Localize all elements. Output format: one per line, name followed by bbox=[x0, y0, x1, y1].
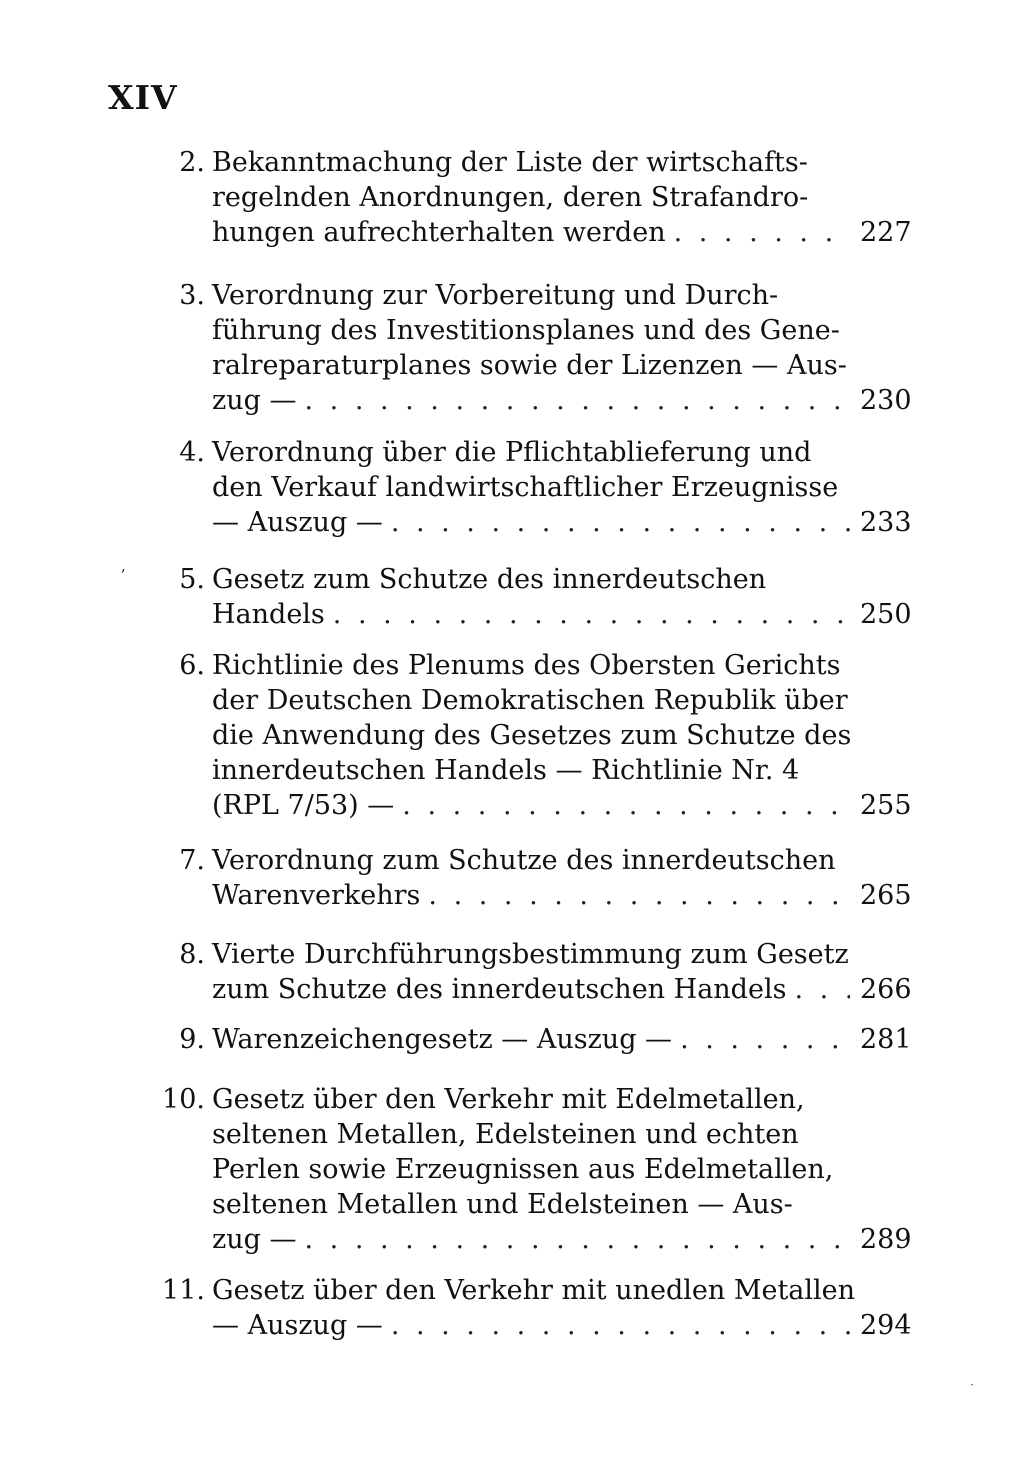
toc-entry-text: zum Schutze des innerdeutschen Handels bbox=[212, 974, 787, 1005]
toc-entry-text: hungen aufrechterhalten werden bbox=[212, 217, 666, 248]
toc-entry-final-line bbox=[150, 505, 910, 540]
toc-page-number: 294 bbox=[860, 1310, 912, 1341]
toc-entry-text: seltenen Metallen, Edelsteinen und echten bbox=[212, 1119, 799, 1150]
toc-entry[interactable] bbox=[150, 648, 910, 823]
toc-entry-text: Verordnung zur Vorbereitung und Durch- bbox=[212, 280, 779, 311]
toc-entry-number: 10. bbox=[162, 1084, 205, 1115]
toc-entry-line bbox=[150, 1187, 910, 1222]
toc-entry[interactable] bbox=[150, 1082, 910, 1257]
toc-entry-line bbox=[150, 683, 910, 718]
dot-leader bbox=[333, 597, 850, 632]
toc-entry-number: 3. bbox=[179, 280, 205, 311]
dot-leader bbox=[304, 383, 850, 418]
toc-entry-number: 4. bbox=[179, 437, 205, 468]
page-number: XIV bbox=[108, 78, 178, 117]
dot-leader bbox=[674, 215, 850, 250]
toc-entry[interactable] bbox=[150, 937, 910, 1007]
toc-entry-text: Verordnung zum Schutze des innerdeutschen bbox=[212, 845, 836, 876]
toc-entry-final-line bbox=[150, 383, 910, 418]
toc-entry-final-line bbox=[150, 1222, 910, 1257]
toc-entry-text: Bekanntmachung der Liste der wirtschafts- bbox=[212, 147, 808, 178]
toc-entry-number: 2. bbox=[179, 147, 205, 178]
toc-page-number: 227 bbox=[860, 217, 912, 248]
toc-entry-number: 5. bbox=[179, 564, 205, 595]
toc-entry-line bbox=[150, 435, 910, 470]
toc-entry-text: führung des Investitionsplanes und des Gene- bbox=[212, 315, 840, 346]
toc-page-number: 281 bbox=[860, 1024, 912, 1055]
toc-entry-text: Verordnung über die Pflichtablieferung und bbox=[212, 437, 812, 468]
toc-entry-final-line bbox=[150, 215, 910, 250]
toc-entry-text: Perlen sowie Erzeugnissen aus Edelmetallen, bbox=[212, 1154, 834, 1185]
toc-entry-text: Handels bbox=[212, 599, 325, 630]
toc-entry[interactable] bbox=[150, 562, 910, 632]
toc-entry-text: Warenverkehrs bbox=[212, 880, 421, 911]
dot-leader bbox=[304, 1222, 850, 1257]
toc-entry[interactable] bbox=[150, 1022, 910, 1057]
toc-entry-line bbox=[150, 648, 910, 683]
toc-entry-line bbox=[150, 843, 910, 878]
toc-entry-text: Gesetz über den Verkehr mit unedlen Metallen bbox=[212, 1275, 856, 1306]
toc-entry[interactable] bbox=[150, 843, 910, 913]
toc-page-number: 233 bbox=[860, 507, 912, 538]
toc-entry-text: — Auszug — bbox=[212, 507, 383, 538]
toc-entry-text: Warenzeichengesetz — Auszug — bbox=[212, 1024, 673, 1055]
toc-page-number: 266 bbox=[860, 974, 912, 1005]
toc-entry-text: zug — bbox=[212, 385, 297, 416]
toc-entry-text: seltenen Metallen und Edelsteinen — Aus- bbox=[212, 1189, 793, 1220]
toc-page-number: 230 bbox=[860, 385, 912, 416]
toc-entry-number: 8. bbox=[179, 939, 205, 970]
toc-entry[interactable] bbox=[150, 278, 910, 418]
toc-entry-text: der Deutschen Demokratischen Republik über bbox=[212, 685, 848, 716]
toc-entry-text: Gesetz über den Verkehr mit Edelmetallen, bbox=[212, 1084, 805, 1115]
toc-entry-final-line bbox=[150, 878, 910, 913]
toc-page-number: 289 bbox=[860, 1224, 912, 1255]
toc-entry-line bbox=[150, 753, 910, 788]
toc-entry-line bbox=[150, 1082, 910, 1117]
toc-entry-text: (RPL 7/53) — bbox=[212, 790, 395, 821]
dot-leader bbox=[794, 972, 850, 1007]
dot-leader bbox=[428, 878, 850, 913]
toc-entry-number: 11. bbox=[162, 1275, 205, 1306]
toc-entry[interactable] bbox=[150, 1273, 910, 1343]
toc-entry-line bbox=[150, 1273, 910, 1308]
toc-entry-final-line bbox=[150, 1022, 910, 1057]
dot-leader bbox=[402, 788, 850, 823]
toc-entry-line bbox=[150, 278, 910, 313]
toc-entry-number: 9. bbox=[179, 1024, 205, 1055]
toc-page-number: 255 bbox=[860, 790, 912, 821]
toc-entry-line bbox=[150, 180, 910, 215]
toc-entry-text: die Anwendung des Gesetzes zum Schutze des bbox=[212, 720, 852, 751]
toc-entry-text: zug — bbox=[212, 1224, 297, 1255]
toc-entry[interactable] bbox=[150, 145, 910, 250]
toc-entry-line bbox=[150, 1117, 910, 1152]
toc-entry-final-line bbox=[150, 788, 910, 823]
toc-entry-line bbox=[150, 937, 910, 972]
dot-leader bbox=[391, 1308, 850, 1343]
toc-entry-number: 7. bbox=[179, 845, 205, 876]
toc-entry-text: den Verkauf landwirtschaftlicher Erzeugnisse bbox=[212, 472, 839, 503]
toc-entry-line bbox=[150, 1152, 910, 1187]
toc-entry-text: Richtlinie des Plenums des Obersten Gerichts bbox=[212, 650, 841, 681]
toc-entry-text: Vierte Durchführungsbestimmung zum Gesetz bbox=[212, 939, 849, 970]
toc-entry-text: Gesetz zum Schutze des innerdeutschen bbox=[212, 564, 767, 595]
dot-leader bbox=[391, 505, 850, 540]
toc-entry-line bbox=[150, 145, 910, 180]
margin-mark: ʼ bbox=[120, 566, 126, 585]
toc-page-number: 250 bbox=[860, 599, 912, 630]
toc-entry-line bbox=[150, 313, 910, 348]
toc-entry-line bbox=[150, 348, 910, 383]
toc-entry[interactable] bbox=[150, 435, 910, 540]
toc-entry-line bbox=[150, 562, 910, 597]
dot-leader bbox=[680, 1022, 850, 1057]
toc-entry-text: — Auszug — bbox=[212, 1310, 383, 1341]
toc-entry-number: 6. bbox=[179, 650, 205, 681]
toc-entry-final-line bbox=[150, 1308, 910, 1343]
toc-entry-text: innerdeutschen Handels — Richtlinie Nr. 4 bbox=[212, 755, 800, 786]
toc-entry-line bbox=[150, 718, 910, 753]
toc-entry-final-line bbox=[150, 972, 910, 1007]
toc-entry-final-line bbox=[150, 597, 910, 632]
toc-entry-line bbox=[150, 470, 910, 505]
scan-speck: · bbox=[970, 1378, 974, 1392]
toc-entry-text: regelnden Anordnungen, deren Strafandro- bbox=[212, 182, 809, 213]
toc-page-number: 265 bbox=[860, 880, 912, 911]
toc-entry-text: ralreparaturplanes sowie der Lizenzen — Aus- bbox=[212, 350, 847, 381]
